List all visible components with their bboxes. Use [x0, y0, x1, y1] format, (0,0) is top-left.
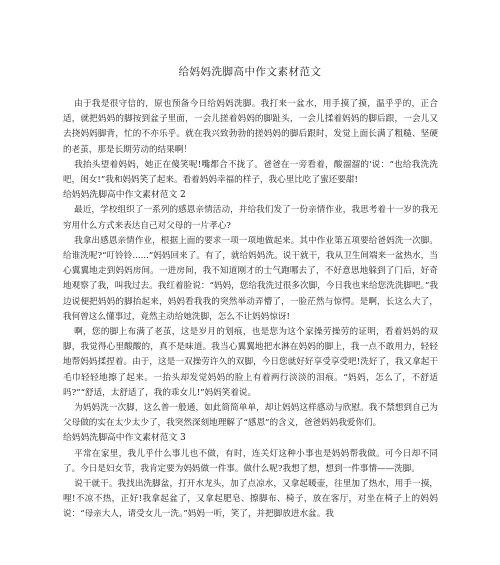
- paragraph: 啊，您的脚上布满了老茧，这是岁月的划痕，也是您为这个家操劳操劳的证明，看着妈妈的双脚，我觉得心里酸酸的，真不是味道。我当心翼翼地把水淋在妈妈的脚上，我一点不敢用力，轻轻地帮妈妈揉捏着。由于，这是一双操劳许久的双脚，今日您就好好享受享受吧!洗好了，我又拿起干毛巾轻轻地擦了起来。一抬头却发觉妈妈的脸上有着两行淡淡的泪痕。“妈妈，怎么了，不舒适吗?”“舒适，太舒适了，我的乖女儿!”妈妈笑着说。: [63, 327, 438, 398]
- paragraph: 由于我是很守信的，原也预备今日给妈妈洗脚。我打来一盆水，用手摸了摸，温乎乎的，正合适，就把妈妈的脚按到盆子里面，一会儿搓着妈妈的脚趾头，一会儿揉着妈妈的脚后跟，一会儿又去挠妈妈脚背，忙的不亦乐乎。就在我兴致勃勃的搓妈妈的脚后跟时，发觉上面长满了粗糙、坚硬的老茧，那是长期劳动的结果啊！: [63, 99, 438, 155]
- paragraph: 平常在家里，我儿乎什么事儿也不做，有时，连关灯这种小事也是妈妈帮我做。可今日却不同了。今日是妇女节，我肯定要为妈妈做一件事。做什么呢?我想了想，想到一件事情——洗脚。: [63, 448, 438, 474]
- section-heading: 给妈妈洗脚高中作文素材范文 3: [63, 433, 186, 444]
- paragraph: 我抬头望着妈妈，她正在傻笑呢!嘴都合不拢了。爸爸在一旁看着，酸溜溜的'说：“也给我洗洗吧，闺女!”我和妈妈笑了起来。看着妈妈幸福的样子，我心里比吃了蜜还要甜!: [63, 159, 438, 186]
- paragraph: 说干就干。我找出洗脚盆，打开水龙头，加了点凉水，又拿起暖壶，往里加了热水，用手一摸，哩!不凉不热，正好!我拿起盆了，又拿起肥皂、擦脚布、椅子，放在客厅，对坐在椅子上的妈妈说：“母亲大人，请受女儿一洗。”妈妈一听，笑了，并把脚放进水盆。我: [63, 479, 438, 520]
- paragraph: 我拿出感恩亲情作业，根据上面的要求一项一项地做起来。其中作业第五项要给爸妈洗一次脚。给谁洗呢?“叮铃铃......”妈妈回来了。有了，就给妈妈洗。说干就干，我从卫生间端来一盆热水，当心翼翼地走到妈妈房间。一进房间，我不知道刚才的士气跑哪去了，不好意思地躲到了门后，好奇地观察了我，叫我过去。我红着脸说：“妈妈，您给我洗过很多次脚，今日我也来给您洗洗脚吧。”我边说便把妈妈的脚抬起来，妈妈看我我的突然举动弄懵了，一脸茫然与惊愕。是啊，长这么大了，我何曾这么懂事过，竟然主动给她洗脚，怎么不让妈妈惊讶!: [63, 235, 438, 322]
- document-title: 给妈妈洗脚高中作文素材范文: [178, 66, 322, 78]
- paragraph: 最近，学校组织了一系列的感恩亲情活动，并给我们发了一份亲情作业，我思考着十一岁的我无穷用什么方式来表达自己对父母的一片孝心?: [63, 205, 438, 231]
- section-heading: 给妈妈洗脚高中作文素材范文 2: [63, 190, 186, 201]
- document-body: [63, 97, 438, 523]
- paragraph: 为妈妈洗一次脚，这么普一般通，如此简简单单，却让妈妈这样感动与欣慰。我不禁想到自己为父母做的实在太少太少了，我突然深刻地理解了“感恩”的含义，爸爸妈妈我爱你们。: [63, 403, 438, 429]
